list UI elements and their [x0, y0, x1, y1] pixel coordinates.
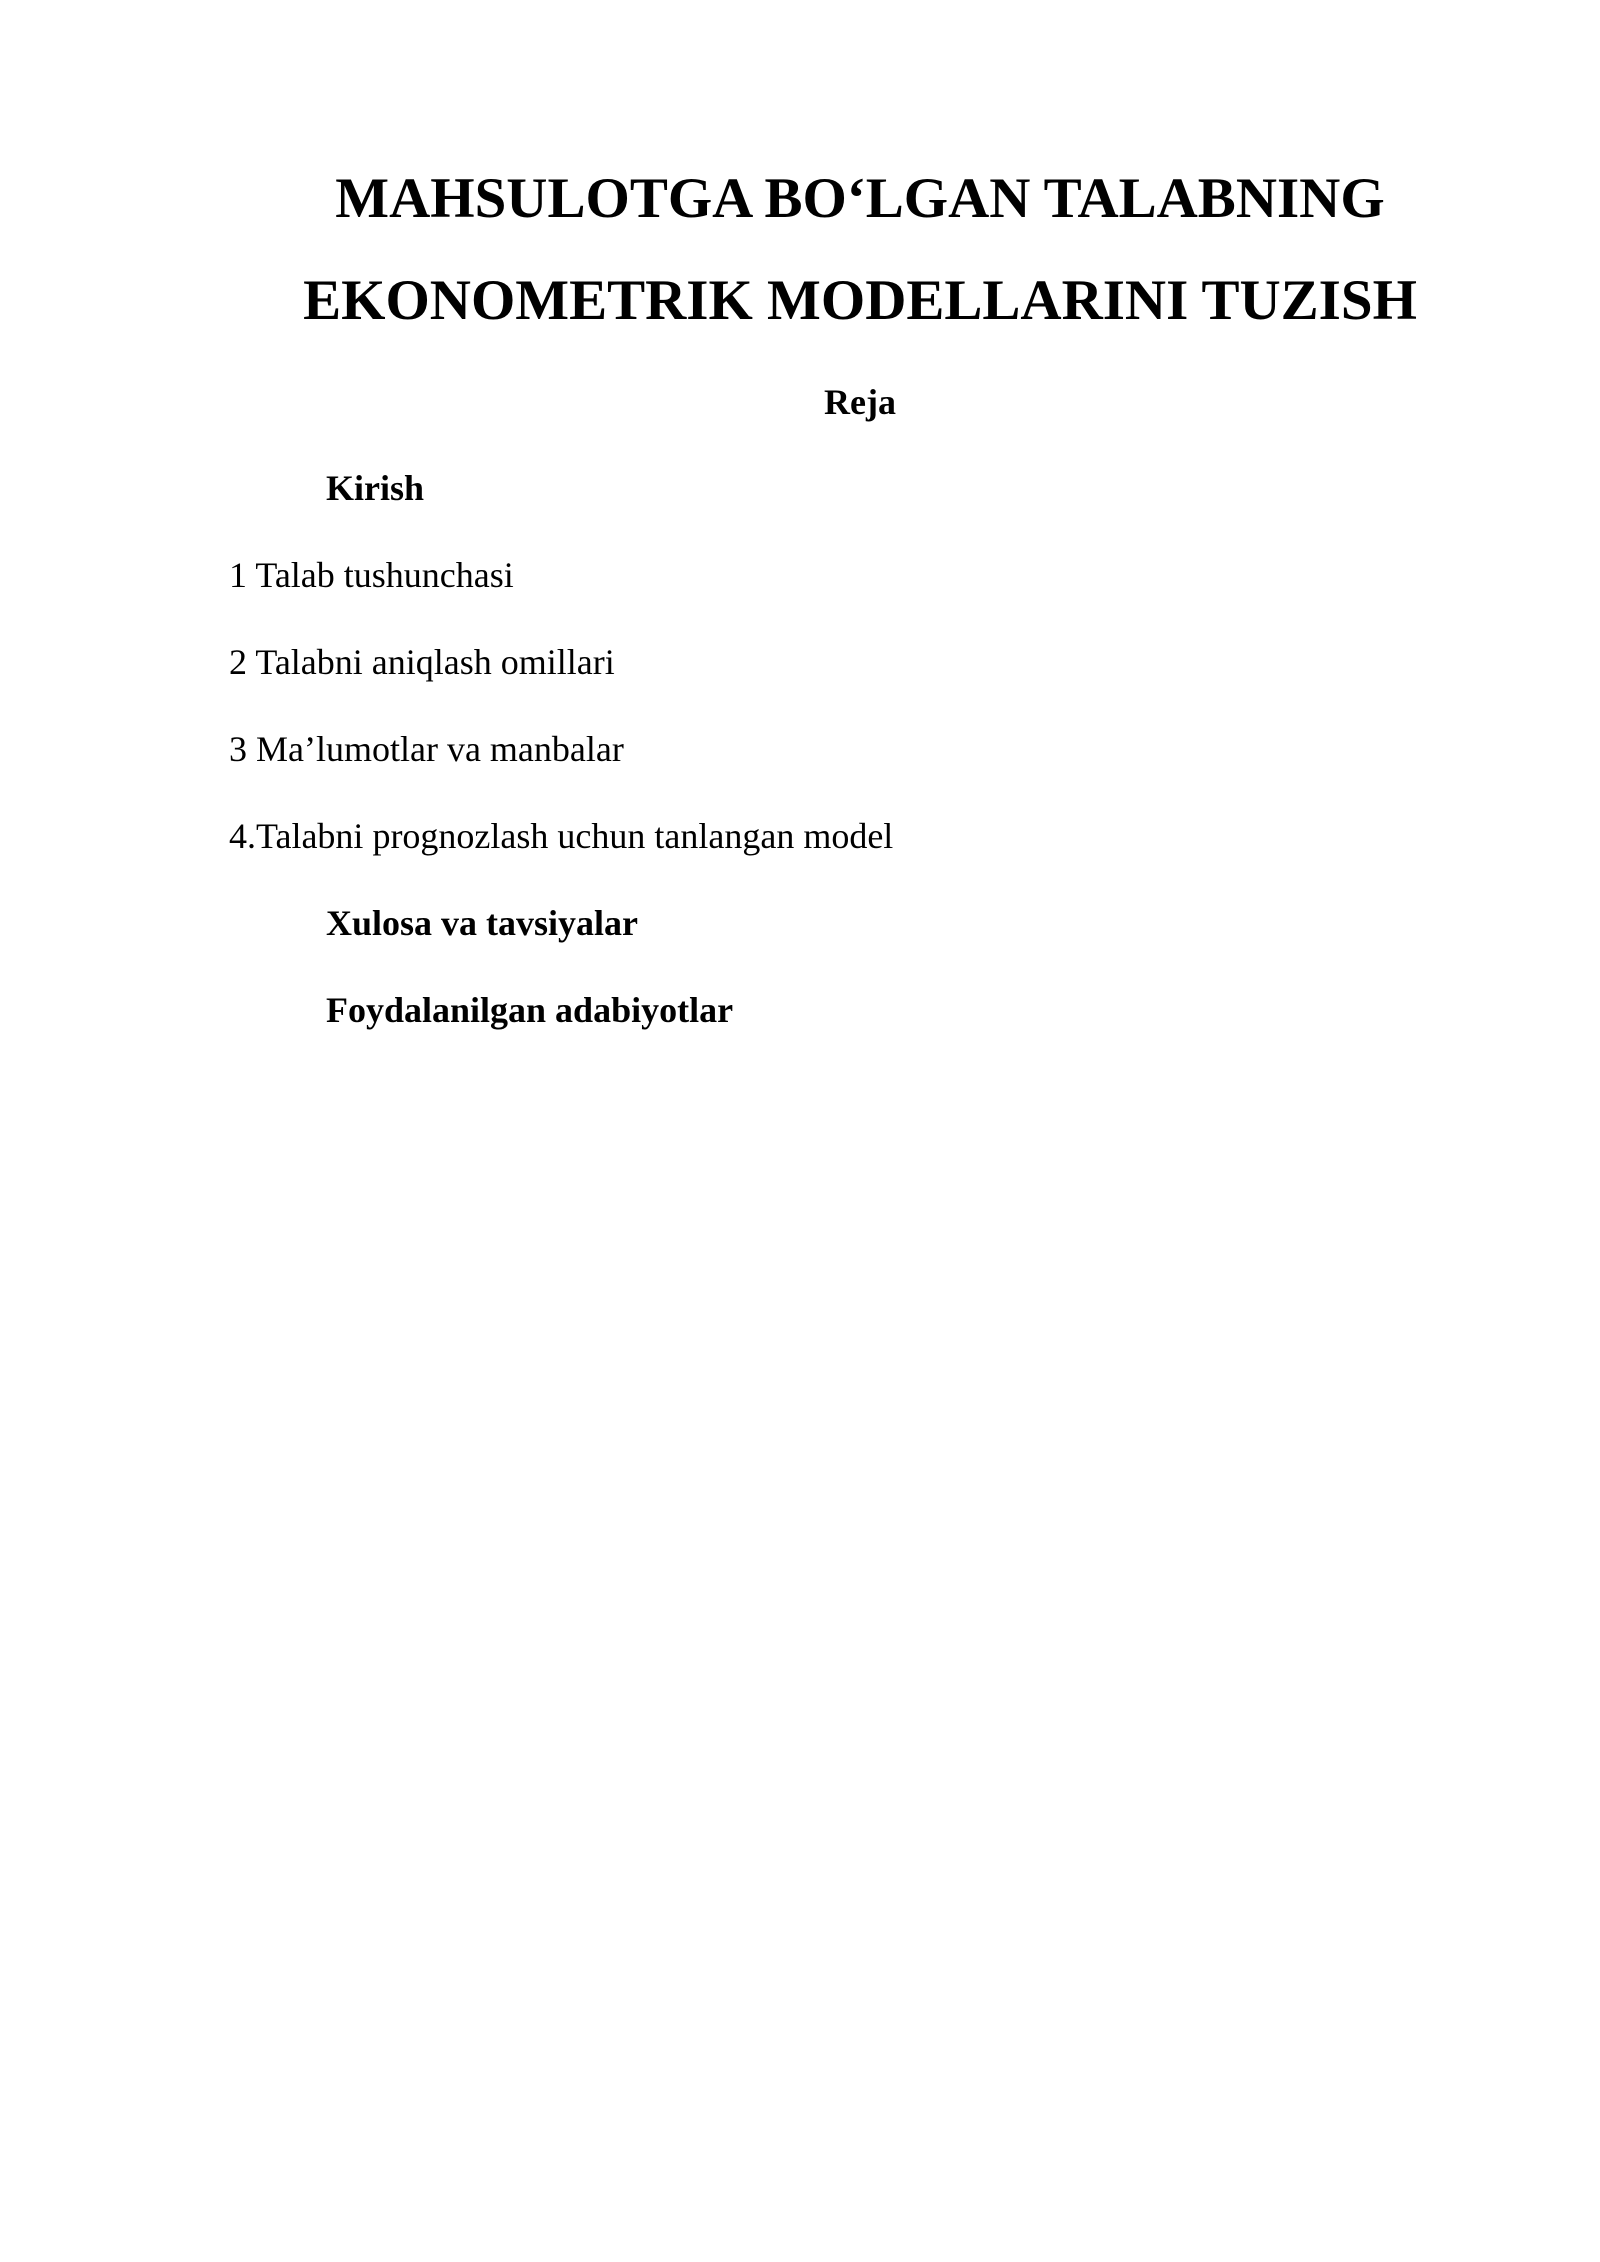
plan-item: 3 Ma’lumotlar va manbalar [229, 729, 624, 769]
title-line-2: EKONOMETRIK MODELLARINI TUZISH [303, 269, 1417, 332]
plan-item: 4.Talabni prognozlash uchun tanlangan model [229, 816, 894, 856]
introduction-heading: Kirish [326, 468, 425, 508]
document-title [220, 148, 1500, 352]
references-heading: Foydalanilgan adabiyotlar [326, 990, 734, 1030]
conclusion-heading: Xulosa va tavsiyalar [326, 903, 639, 943]
plan-item: 1 Talab tushunchasi [229, 555, 514, 595]
title-line-1: MAHSULOTGA BO‘LGAN TALABNING [335, 167, 1385, 230]
plan-heading: Reja [824, 382, 896, 422]
plan-item: 2 Talabni aniqlash omillari [229, 642, 615, 682]
